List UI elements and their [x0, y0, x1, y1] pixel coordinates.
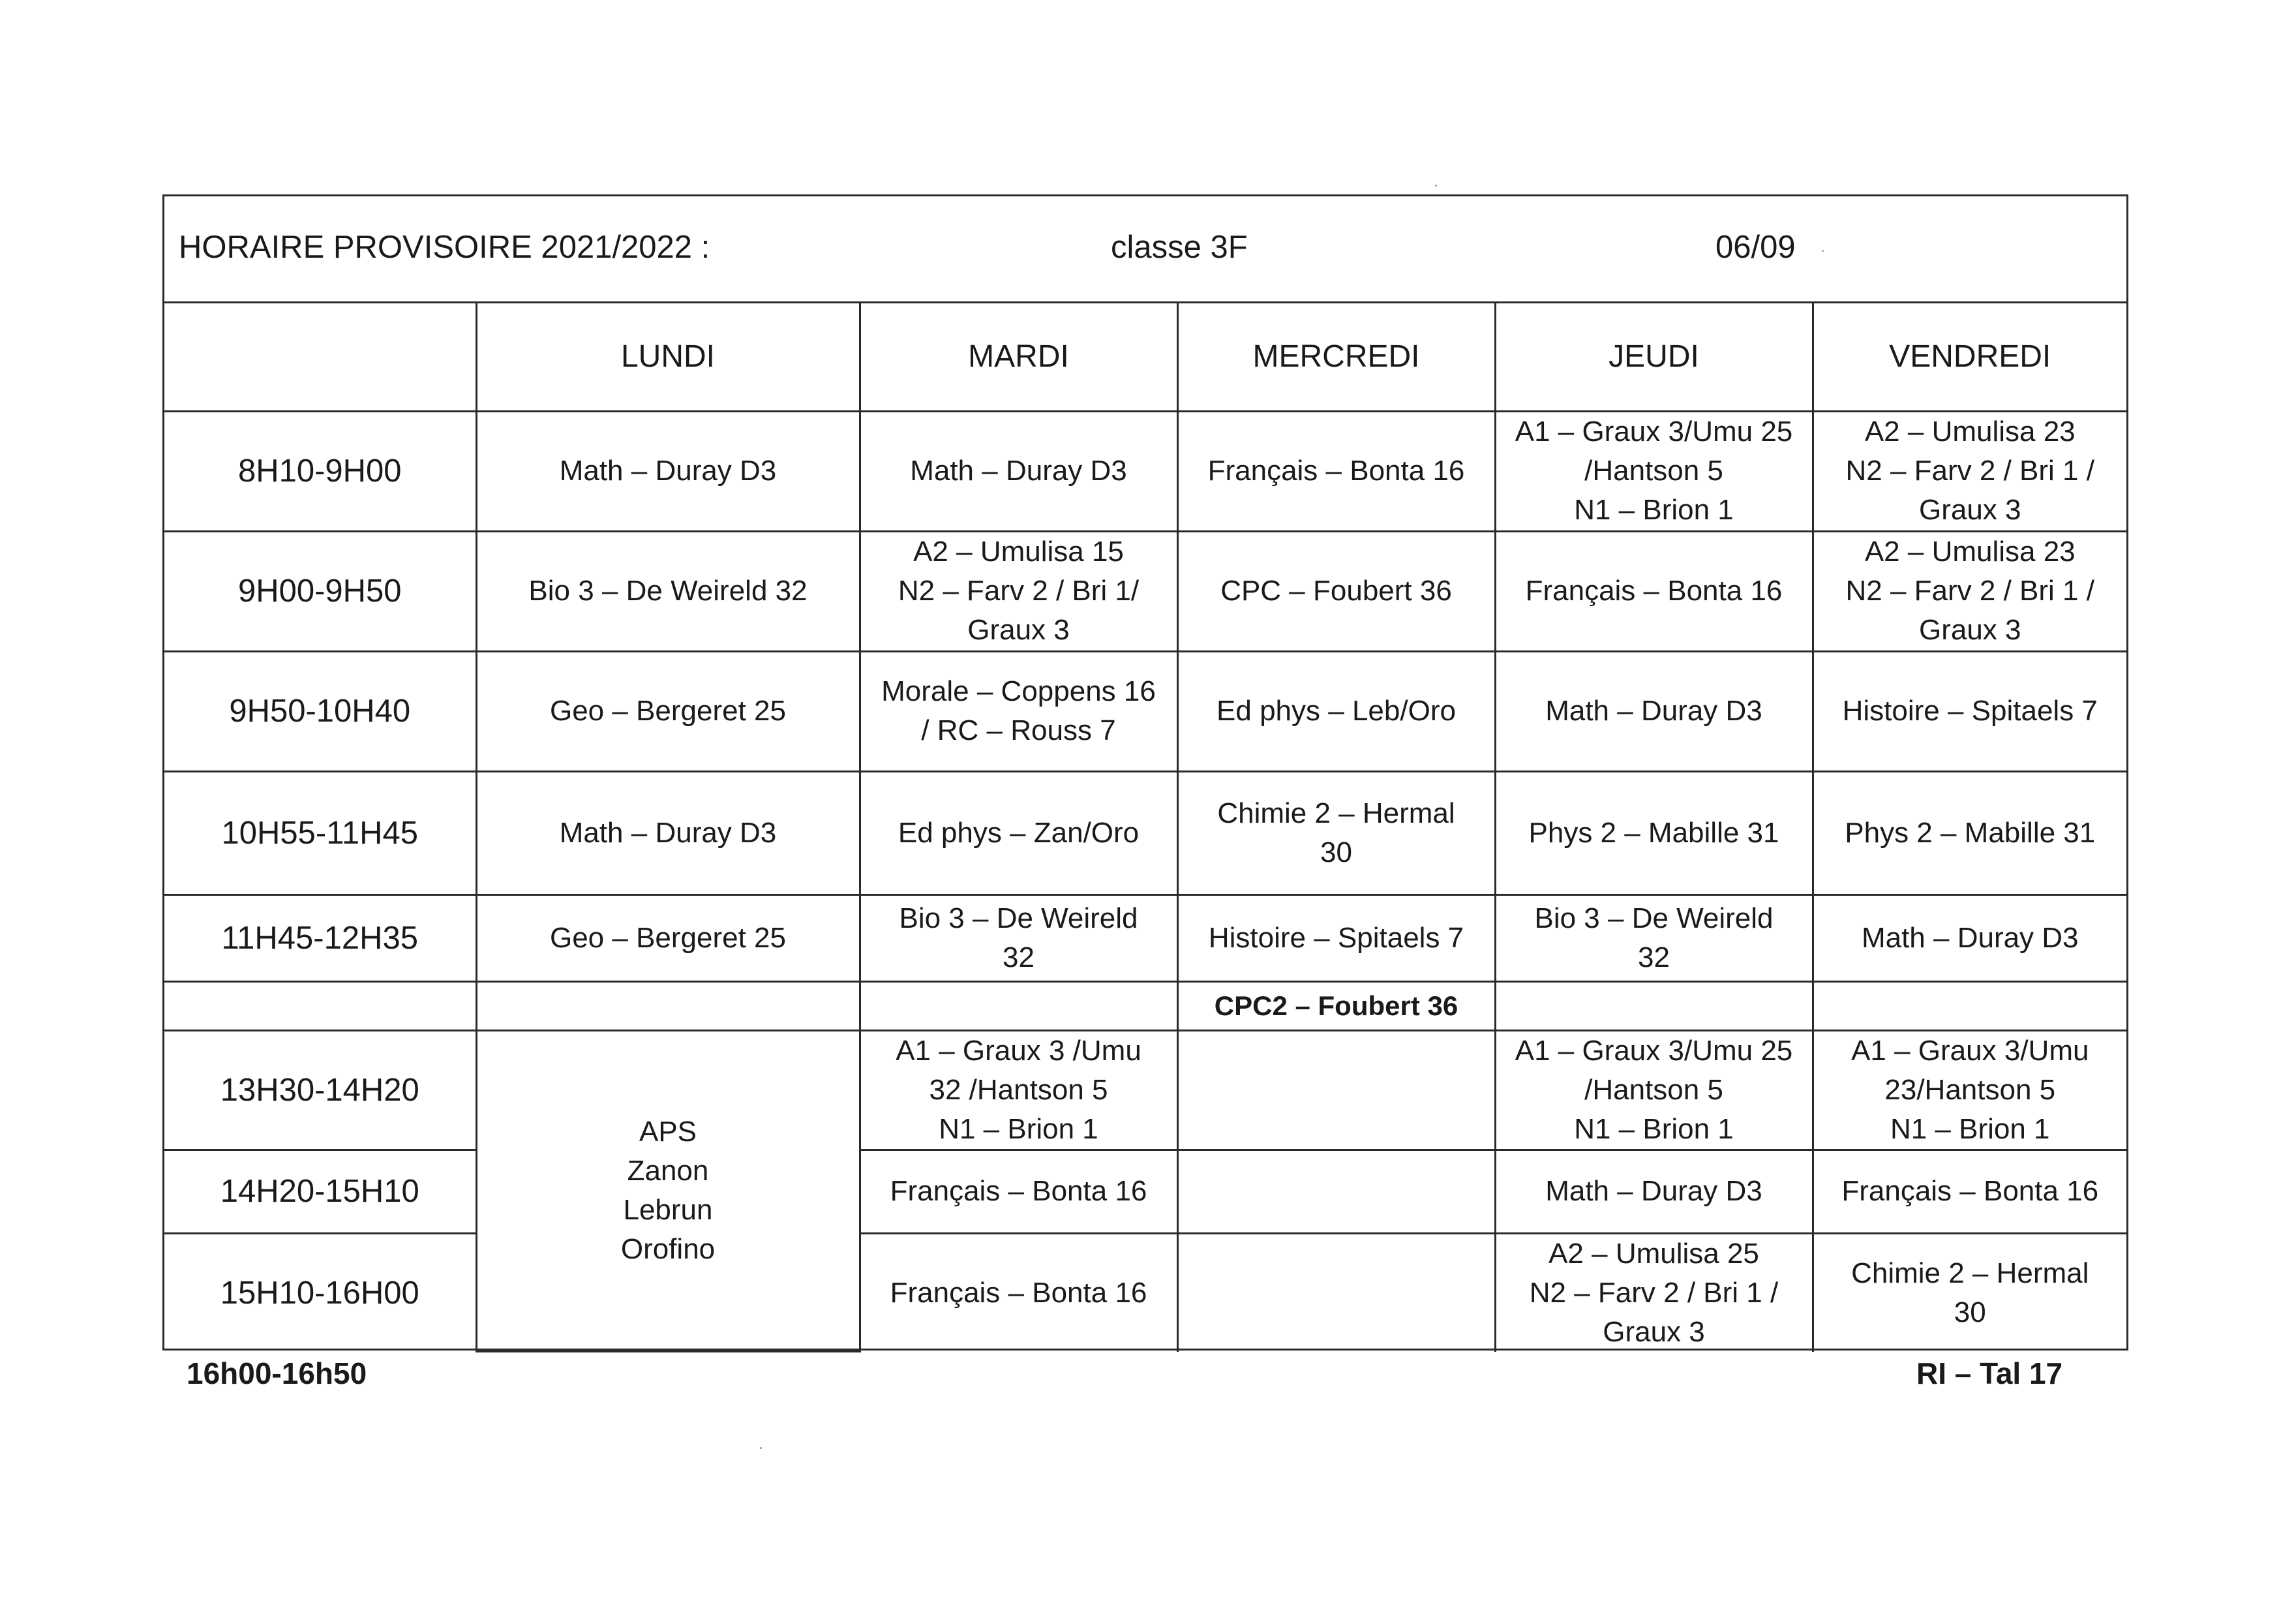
course-cell: A2 – Umulisa 15 N2 – Farv 2 / Bri 1/ Graux 3: [860, 531, 1177, 651]
course-cell: Chimie 2 – Hermal 30: [1813, 1233, 2126, 1352]
scan-artifact: [760, 1447, 762, 1449]
period-row: [164, 1150, 2126, 1233]
course-cell: Bio 3 – De Weireld 32: [476, 531, 860, 651]
extra-period-time: 16h00-16h50: [187, 1356, 367, 1390]
course-cell: Phys 2 – Mabille 31: [1813, 771, 2126, 894]
day-header-jeudi: JEUDI: [1495, 303, 1813, 411]
course-cell: Geo – Bergeret 25: [476, 651, 860, 771]
course-cell: Math – Duray D3: [1813, 894, 2126, 981]
document-date: 06/09: [1715, 230, 1796, 265]
course-cell: Bio 3 – De Weireld 32: [860, 894, 1177, 981]
period-time: 9H50-10H40: [164, 651, 476, 771]
course-cell: A2 – Umulisa 23 N2 – Farv 2 / Bri 1 / Graux 3: [1813, 531, 2126, 651]
period-row: [164, 531, 2126, 651]
day-header-mardi: MARDI: [860, 303, 1177, 411]
timetable-header: [164, 196, 2126, 303]
course-cell: Ed phys – Zan/Oro: [860, 771, 1177, 894]
course-cell: Français – Bonta 16: [860, 1233, 1177, 1352]
course-cell-afternoon-lundi: APS Zanon Lebrun Orofino: [476, 1030, 860, 1352]
period-row: [164, 1030, 2126, 1150]
course-cell: [476, 981, 860, 1030]
course-cell: A1 – Graux 3 /Umu 32 /Hantson 5 N1 – Brion 1: [860, 1030, 1177, 1150]
course-cell: Histoire – Spitaels 7: [1813, 651, 2126, 771]
course-cell: Math – Duray D3: [1495, 1150, 1813, 1233]
course-cell: A1 – Graux 3/Umu 23/Hantson 5 N1 – Brion 1: [1813, 1030, 2126, 1150]
period-time: [164, 981, 476, 1030]
course-cell: Phys 2 – Mabille 31: [1495, 771, 1813, 894]
course-cell: Math – Duray D3: [1495, 651, 1813, 771]
course-cell: [1813, 981, 2126, 1030]
corner-cell: [164, 303, 476, 411]
period-time: 13H30-14H20: [164, 1030, 476, 1150]
period-time: 8H10-9H00: [164, 411, 476, 531]
day-header-mercredi: MERCREDI: [1177, 303, 1495, 411]
course-cell: [1177, 1030, 1495, 1150]
course-cell: [1177, 1233, 1495, 1352]
course-cell: Français – Bonta 16: [1813, 1150, 2126, 1233]
course-cell: Français – Bonta 16: [860, 1150, 1177, 1233]
scan-artifact: [1822, 250, 1824, 252]
lunch-row: [164, 981, 2126, 1030]
class-label: classe 3F: [1111, 230, 1248, 265]
period-row: [164, 651, 2126, 771]
period-time: 9H00-9H50: [164, 531, 476, 651]
course-cell: Geo – Bergeret 25: [476, 894, 860, 981]
period-time: 14H20-15H10: [164, 1150, 476, 1233]
course-cell: Ed phys – Leb/Oro: [1177, 651, 1495, 771]
extra-period-course: RI – Tal 17: [1916, 1356, 2063, 1390]
day-header-vendredi: VENDREDI: [1813, 303, 2126, 411]
course-cell: Chimie 2 – Hermal 30: [1177, 771, 1495, 894]
course-cell: Français – Bonta 16: [1177, 411, 1495, 531]
course-cell: A2 – Umulisa 23 N2 – Farv 2 / Bri 1 / Graux 3: [1813, 411, 2126, 531]
course-cell: CPC2 – Foubert 36: [1177, 981, 1495, 1030]
course-cell: Math – Duray D3: [476, 771, 860, 894]
day-header-row: [164, 303, 2126, 411]
day-header-lundi: LUNDI: [476, 303, 860, 411]
course-cell: A1 – Graux 3/Umu 25 /Hantson 5 N1 – Brion 1: [1495, 411, 1813, 531]
course-cell: Math – Duray D3: [860, 411, 1177, 531]
period-row: [164, 894, 2126, 981]
course-cell: A1 – Graux 3/Umu 25 /Hantson 5 N1 – Brion 1: [1495, 1030, 1813, 1150]
timetable-sheet: [162, 194, 2128, 1351]
course-cell: Histoire – Spitaels 7: [1177, 894, 1495, 981]
period-row: [164, 411, 2126, 531]
course-cell: [1177, 1150, 1495, 1233]
period-time: 11H45-12H35: [164, 894, 476, 981]
period-time: 15H10-16H00: [164, 1233, 476, 1352]
course-cell: [860, 981, 1177, 1030]
scan-artifact: [1435, 185, 1437, 187]
course-cell: [1495, 981, 1813, 1030]
period-row: [164, 1233, 2126, 1352]
period-time: 10H55-11H45: [164, 771, 476, 894]
document-title: HORAIRE PROVISOIRE 2021/2022 :: [179, 230, 710, 265]
schedule-table: [164, 303, 2126, 1352]
course-cell: Bio 3 – De Weireld 32: [1495, 894, 1813, 981]
course-cell: Morale – Coppens 16 / RC – Rouss 7: [860, 651, 1177, 771]
course-cell: A2 – Umulisa 25 N2 – Farv 2 / Bri 1 / Graux 3: [1495, 1233, 1813, 1352]
course-cell: CPC – Foubert 36: [1177, 531, 1495, 651]
course-cell: Français – Bonta 16: [1495, 531, 1813, 651]
course-cell: Math – Duray D3: [476, 411, 860, 531]
period-row: [164, 771, 2126, 894]
